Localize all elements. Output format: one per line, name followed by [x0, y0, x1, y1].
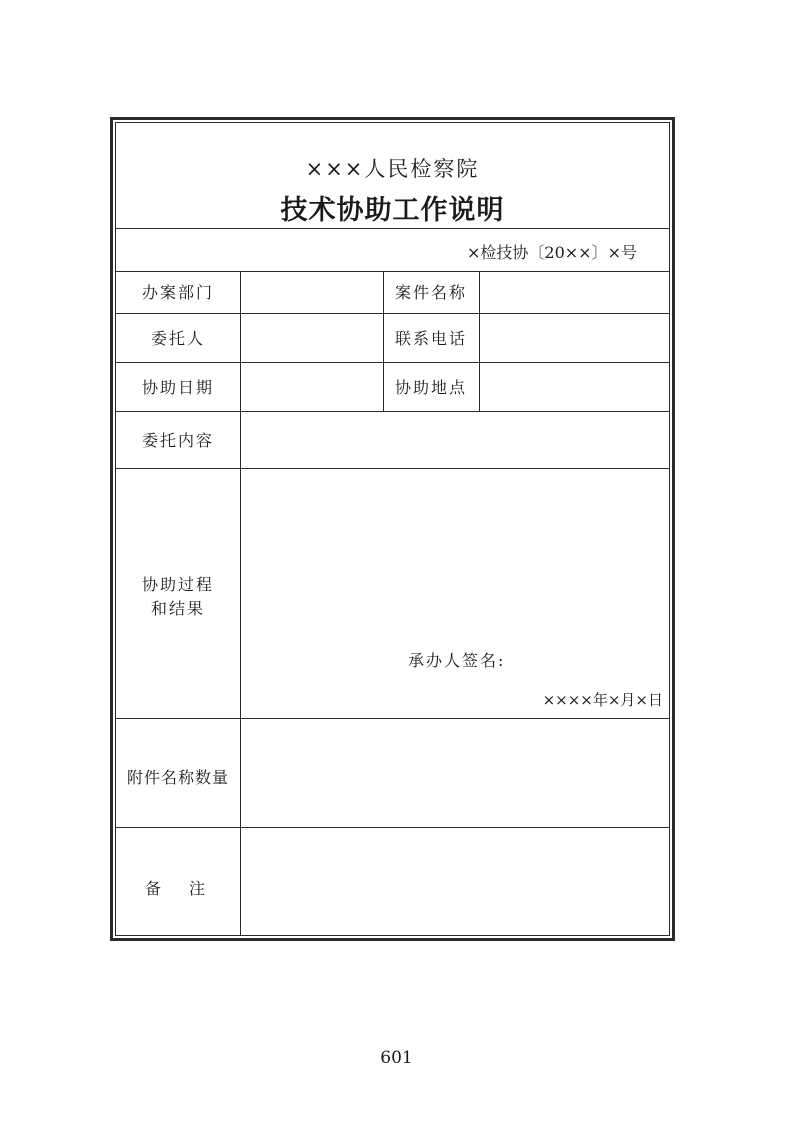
- label-assist-date: 协助日期: [141, 378, 214, 397]
- divider-row1: [116, 313, 669, 314]
- divider-label-column: [240, 271, 241, 935]
- divider-header: [116, 228, 669, 229]
- sign-date: ××××年×月×日: [542, 691, 663, 709]
- label-assist-location: 协助地点: [394, 378, 467, 397]
- divider-row5: [116, 718, 669, 719]
- label-process-result: [116, 573, 240, 621]
- signer-label: 承办人签名:: [408, 651, 506, 670]
- label-attachments: 附件名称数量: [126, 768, 229, 787]
- divider-row4: [116, 468, 669, 469]
- divider-right-label-column: [479, 271, 480, 411]
- label-process-result-line1: 协助过程: [141, 575, 214, 594]
- divider-number: [116, 271, 669, 272]
- label-case-name: 案件名称: [394, 283, 467, 302]
- label-commission-content: 委托内容: [141, 431, 214, 450]
- divider-row6: [116, 827, 669, 828]
- divider-row2: [116, 362, 669, 363]
- assistance-form: [110, 117, 675, 941]
- organization-name: ×××人民检察院: [305, 157, 480, 181]
- label-remarks: 备 注: [144, 879, 211, 898]
- divider-row3: [116, 411, 669, 412]
- form-title: 技术协助工作说明: [280, 195, 505, 226]
- label-client: 委托人: [150, 329, 205, 348]
- document-number: ×检技协〔20××〕×号: [467, 243, 637, 262]
- form-table: [115, 122, 670, 936]
- label-contact-phone: 联系电话: [394, 329, 467, 348]
- label-process-result-line2: 和结果: [150, 599, 205, 618]
- label-case-department: 办案部门: [141, 283, 214, 302]
- page-number: 601: [380, 1048, 413, 1068]
